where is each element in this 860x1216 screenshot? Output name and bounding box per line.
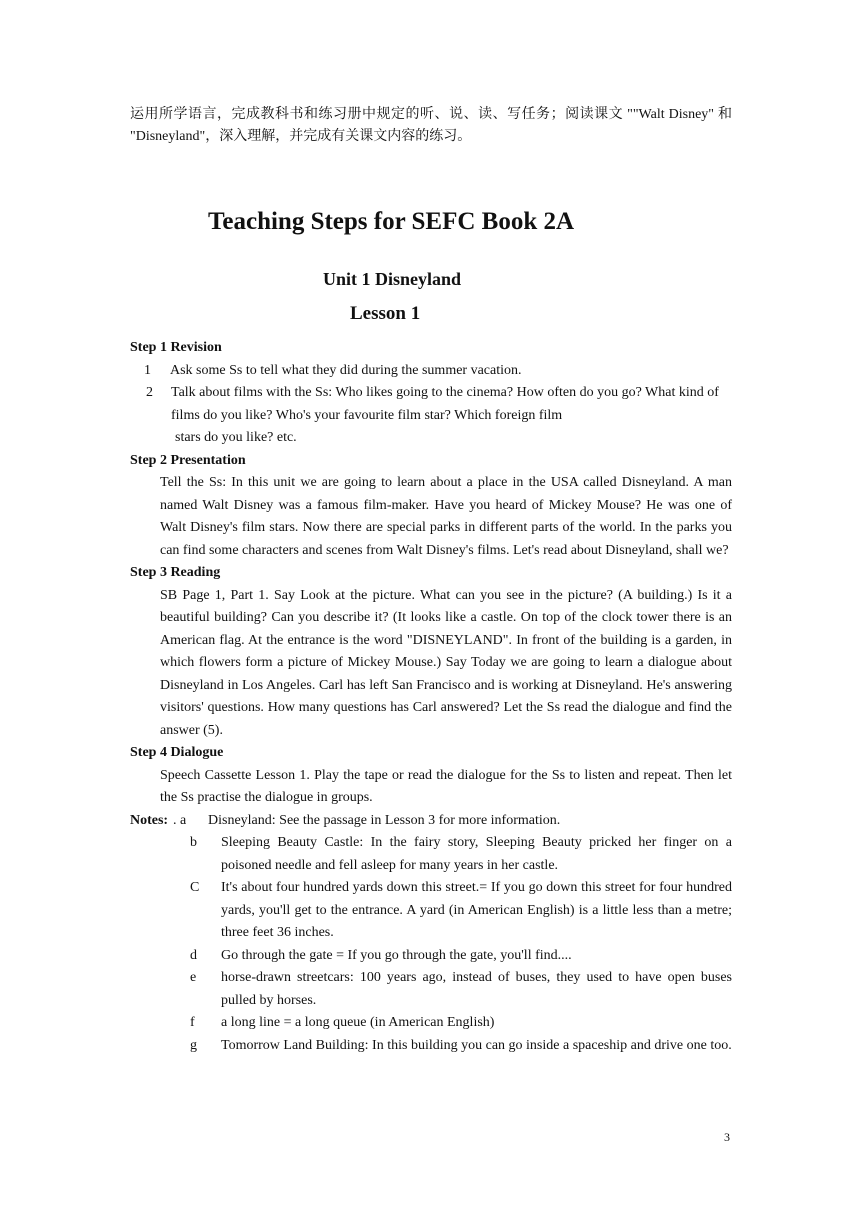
- notes-first-item: [130, 810, 732, 833]
- notes-label: Notes:: [130, 812, 169, 828]
- step4-paragraph: Speech Cassette Lesson 1. Play the tape or read the dialogue for the Ss to listen and repeat. Then let the Ss practise the dialogue in groups.: [160, 767, 732, 805]
- page-number: 3: [724, 1130, 730, 1144]
- step1-item-2-number: 2: [146, 385, 153, 400]
- note-item-g-letter: g: [190, 1037, 197, 1053]
- step1-heading: Step 1 Revision: [130, 340, 222, 355]
- note-item-d-letter: d: [190, 947, 197, 963]
- step3-heading: Step 3 Reading: [130, 565, 221, 580]
- step1-item-1-number: 1: [144, 362, 151, 378]
- intro-paragraph: 运用所学语言，完成教科书和练习册中规定的听、说、读、写任务；阅读课文 ""Walt Disney" 和 "Disneyland"，深入理解，并完成有关课文内容的练习。: [130, 107, 732, 144]
- note-item-e-text: horse-drawn streetcars: 100 years ago, instead of buses, they used to have open buses pulled by horses.: [221, 970, 732, 1008]
- note-item-b-text: Sleeping Beauty Castle: In the fairy story, Sleeping Beauty pricked her finger on a poisoned needle and fell asleep for many years in her castle.: [221, 835, 732, 873]
- note-item-f-text: a long line = a long queue (in American English): [221, 1015, 495, 1030]
- step1-item-1-text: Ask some Ss to tell what they did during the summer vacation.: [170, 362, 522, 378]
- step1-item-2-continuation: stars do you like? etc.: [175, 430, 297, 445]
- step1-item-2: [130, 382, 732, 427]
- lesson-body: [130, 337, 732, 1057]
- notes-first-text: Disneyland: See the passage in Lesson 3 for more information.: [208, 812, 561, 828]
- note-item-f-letter: f: [190, 1015, 195, 1030]
- note-item-g-text: Tomorrow Land Building: In this building you can go inside a spaceship and drive one too.: [221, 1037, 732, 1053]
- page-title: Teaching Steps for SEFC Book 2A: [208, 208, 575, 235]
- lesson-heading: Lesson 1: [350, 303, 421, 324]
- note-item-d-text: Go through the gate = If you go through the gate, you'll find....: [221, 947, 572, 963]
- step3-paragraph: SB Page 1, Part 1. Say Look at the picture. What can you see in the picture? (A building.) Is it a beautiful building? Can you describe it? (It looks like a castle. On top of the clock tower there is an American flag. At the entrance is the word "DISNEYLAND". In front of the building is a garden, in which flowers form a picture of Mickey Mouse.) Say Today we are going to learn a dialogue about Disneyland in Los Angeles. Carl has left San Francisco and is working at Disneyland. He's answering visitors' questions. How many questions has Carl answered? Let the Ss read the dialogue and find the answer (5).: [160, 587, 732, 738]
- step2-heading: Step 2 Presentation: [130, 452, 246, 468]
- unit-heading: Unit 1 Disneyland: [323, 269, 462, 289]
- note-item-f: [130, 1012, 732, 1035]
- step4-heading: Step 4 Dialogue: [130, 745, 224, 760]
- note-item-c: [130, 877, 732, 945]
- note-item-e-letter: e: [190, 970, 197, 985]
- note-item-e: [130, 967, 732, 1012]
- note-item-c-letter: C: [190, 880, 200, 895]
- note-item-b: [130, 832, 732, 877]
- notes-first-letter: . a: [173, 812, 187, 828]
- note-item-c-text: It's about four hundred yards down this street.= If you go down this street for four hundred yards, you'll get to the entrance. A yard (in American English) is a little less than a metre; three feet 36 inches.: [221, 880, 732, 940]
- step2-paragraph: Tell the Ss: In this unit we are going to learn about a place in the USA called Disneyland. A man named Walt Disney was a famous film-maker. Have you heard of Mickey Mouse? He was one of Walt Disney's film stars. Now there are special parks in different parts of the world. In the parks you can find some characters and scenes from Walt Disney's films. Let's read about Disneyland, shall we?: [160, 475, 732, 558]
- step1-item-1: [130, 360, 732, 383]
- step1-item-2-text: Talk about films with the Ss: Who likes going to the cinema? How often do you go? What kind of films do you like? Who's your favourite film star? Which foreign film: [171, 385, 719, 423]
- note-item-d: [130, 945, 732, 968]
- note-item-g: [130, 1035, 732, 1058]
- note-item-b-letter: b: [190, 835, 197, 850]
